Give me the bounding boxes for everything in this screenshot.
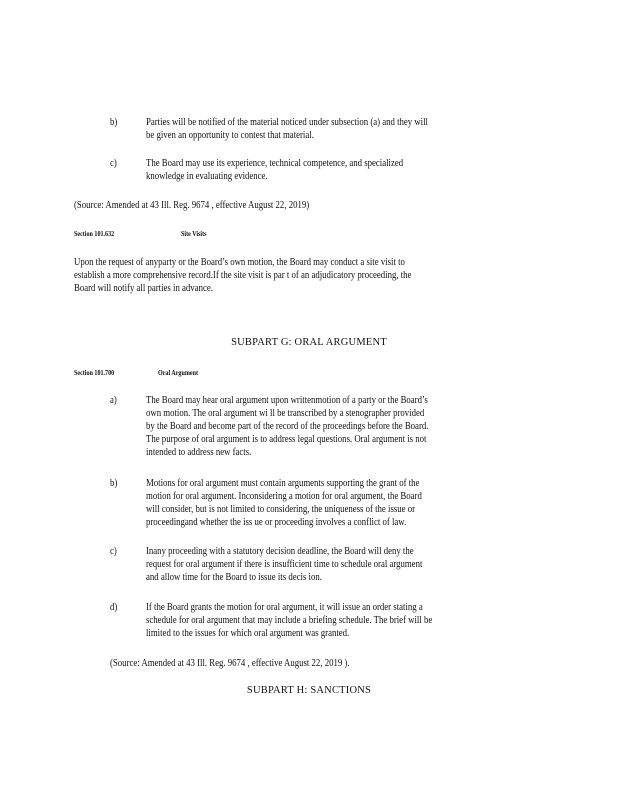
subpart-heading-g: SUBPART G: ORAL ARGUMENT xyxy=(231,337,387,348)
text-line: Parties will be notified of the material noticed under subsection (a) and they will xyxy=(146,117,428,128)
text-line: The purpose of oral argument is to address legal questions. Oral argument is not xyxy=(146,434,427,445)
text-line: be given an opportunity to contest that material. xyxy=(146,130,314,141)
text-line: Motions for oral argument must contain arguments supporting the grant of the xyxy=(146,478,420,489)
text-line: by the Board and become part of the record of the proceedings before the Board. xyxy=(146,421,429,432)
item-label-a: a) xyxy=(110,395,117,406)
text-line: motion for oral argument. Inconsidering a motion for oral argument, the Board xyxy=(146,491,422,502)
text-line: schedule for oral argument that may include a briefing schedule. The brief will be xyxy=(146,615,433,626)
section-title: Site Visits xyxy=(181,229,207,238)
text-line: intended to address new facts. xyxy=(146,447,252,458)
text-line: Upon the request of anyparty or the Board’s own motion, the Board may conduct a site visit to xyxy=(74,257,405,268)
section-number: Section 101.700 xyxy=(74,368,115,377)
text-line: and allow time for the Board to issue its decis ion. xyxy=(146,572,322,583)
text-line: knowledge in evaluating evidence. xyxy=(146,171,268,182)
text-line: The Board may use its experience, technical competence, and specialized xyxy=(146,158,404,169)
item-label-d: d) xyxy=(110,602,118,613)
subpart-heading-h: SUBPART H: SANCTIONS xyxy=(246,685,372,696)
source-note: (Source: Amended at 43 Ill. Reg. 9674 , effective August 22, 2019 ). xyxy=(110,658,350,669)
text-line: request for oral argument if there is insufficient time to schedule oral argument xyxy=(146,559,423,570)
text-line: establish a more comprehensive record.If the site visit is par t of an adjudicatory proceeding, the xyxy=(74,270,412,281)
text-line: Board will notify all parties in advance. xyxy=(74,283,213,294)
text-line: Inany proceeding with a statutory decision deadline, the Board will deny the xyxy=(146,546,414,557)
text-line: own motion. The oral argument wi ll be transcribed by a stenographer provided xyxy=(146,408,425,419)
item-label-b: b) xyxy=(110,478,118,489)
item-label-c: c) xyxy=(110,158,117,169)
item-label-c: c) xyxy=(110,546,117,557)
source-note: (Source: Amended at 43 Ill. Reg. 9674 , effective August 22, 2019) xyxy=(74,200,310,211)
text-line: The Board may hear oral argument upon writtenmotion of a party or the Board’s xyxy=(146,395,428,406)
item-label-b: b) xyxy=(110,117,118,128)
text-line: limited to the issues for which oral argument was granted. xyxy=(146,628,350,639)
text-line: proceedingand whether the iss ue or proceeding involves a conflict of law. xyxy=(146,517,407,528)
section-title: Oral Argument xyxy=(158,368,198,377)
text-line: If the Board grants the motion for oral argument, it will issue an order stating a xyxy=(146,602,423,613)
section-number: Section 101.632 xyxy=(74,229,115,238)
text-line: will consider, but is not limited to considering, the uniqueness of the issue or xyxy=(146,504,416,515)
